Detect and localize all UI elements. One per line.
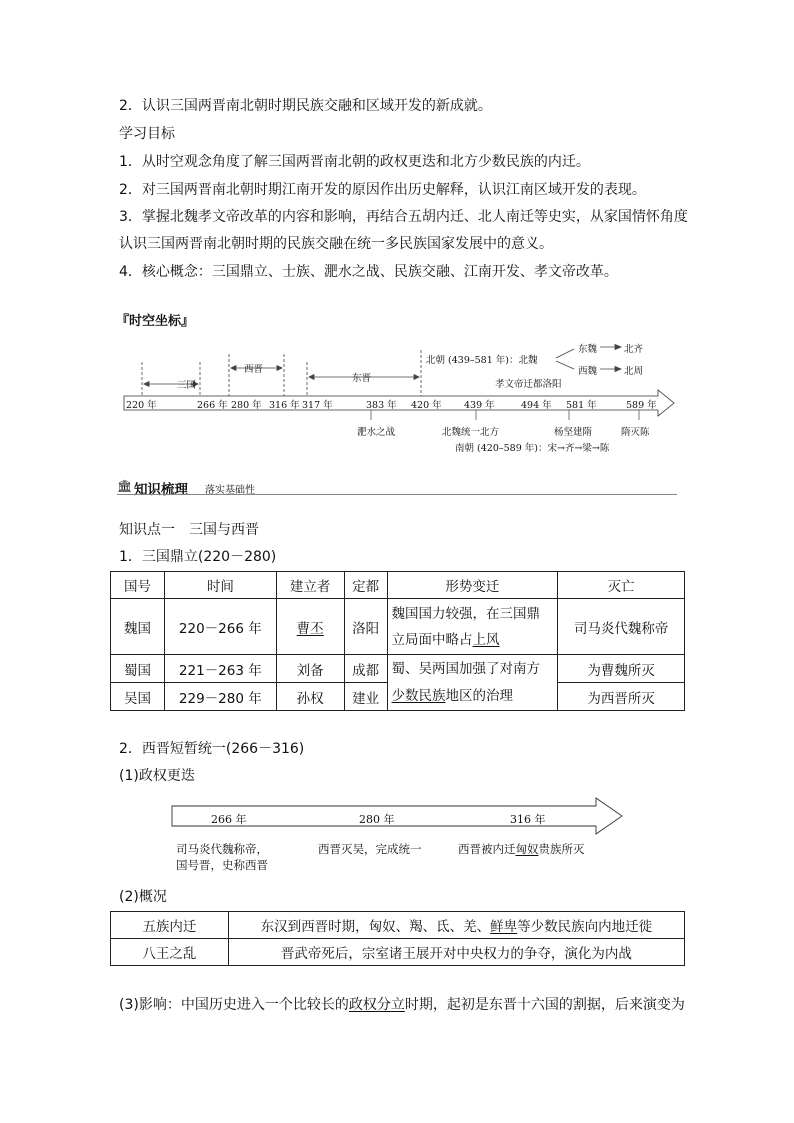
row-trend-shu-wu <box>387 655 558 711</box>
overview-table <box>110 911 685 966</box>
intro-item-2: 2．认识三国两晋南北朝时期民族交融和区域开发的新成就。 <box>119 98 492 114</box>
note3-text-b: 贵族所灭 <box>538 842 585 856</box>
year-383: 383 年 <box>366 400 397 411</box>
trend-wei-underlined: 上风 <box>472 631 500 648</box>
kp1-sub2-2: (2)概况 <box>119 889 167 905</box>
header-fall: 灭亡 <box>558 572 685 599</box>
goal-4: 4．核心概念：三国鼎立、士族、淝水之战、民族交融、江南开发、孝文帝改革。 <box>119 264 618 280</box>
row-capital: 成都 <box>344 655 387 683</box>
year-280: 280 年 <box>231 400 262 411</box>
building-icon: 🏛 <box>117 479 133 493</box>
row-label: 八王之乱 <box>111 939 229 966</box>
year-420: 420 年 <box>411 400 442 411</box>
section-subtitle: 落实基础性 <box>205 485 255 496</box>
row-name: 魏国 <box>111 599 165 655</box>
year-220: 220 年 <box>126 400 157 411</box>
arrow-year-280: 280 年 <box>359 813 395 826</box>
label-beizhou: 北周 <box>624 366 644 377</box>
year-317: 317 年 <box>302 400 333 411</box>
founder-caopi: 曹丕 <box>296 620 324 637</box>
label-beiwei-unify: 北魏统一北方 <box>442 427 500 438</box>
label-yangjian: 杨坚建隋 <box>554 427 593 438</box>
label-suimiechen: 隋灭陈 <box>621 427 650 438</box>
label-xiaowen: 孝文帝迁都洛阳 <box>495 379 562 390</box>
row-founder: 刘备 <box>276 655 344 683</box>
row-capital: 洛阳 <box>344 599 387 655</box>
section-header <box>117 478 677 496</box>
label-xijin: 西晋 <box>244 364 264 375</box>
year-316: 316 年 <box>269 400 300 411</box>
arrow-note-1b: 国号晋，史称西晋 <box>176 858 268 872</box>
label-feishui: 淝水之战 <box>357 427 396 438</box>
arrow-year-266: 266 年 <box>211 813 247 826</box>
learning-goals-title: 学习目标 <box>119 126 175 142</box>
row-name: 吴国 <box>111 683 165 711</box>
table-row <box>111 939 685 966</box>
trend-wei-text: 立局面中略占 <box>391 631 473 648</box>
row-fall: 司马炎代魏称帝 <box>558 599 685 655</box>
row-text: 晋武帝死后，宗室诸王展开对中央权力的争夺，演化为内战 <box>228 939 684 966</box>
note3-underlined: 匈奴 <box>515 842 539 856</box>
goal-1: 1．从时空观念角度了解三国两晋南北朝的政权更迭和北方少数民族的内迁。 <box>119 154 590 170</box>
label-dongwei: 东魏 <box>578 344 598 355</box>
table-header-row <box>111 572 685 599</box>
row-founder: 孙权 <box>276 683 344 711</box>
row-fall: 为西晋所灭 <box>558 683 685 711</box>
impact-underlined: 政权分立 <box>348 997 405 1013</box>
trend-wei-line1: 魏国国力较强，在三国鼎 <box>391 605 541 622</box>
goal-2: 2．对三国两晋南北朝时期江南开发的原因作出历史解释，认识江南区域开发的表现。 <box>119 182 646 198</box>
label-sanguo: 三国 <box>177 380 197 391</box>
arrow-year-316: 316 年 <box>510 813 546 826</box>
row-trend <box>387 599 558 655</box>
goal-3: 3．掌握北魏孝文帝改革的内容和影响，再结合五胡内迁、北人南迁等史实，从家国情怀角度 <box>119 209 688 225</box>
row-fall: 为曹魏所灭 <box>558 655 685 683</box>
header-founder: 建立者 <box>276 572 344 599</box>
year-581: 581 年 <box>566 400 597 411</box>
kp1-title: 知识点一 三国与西晋 <box>119 522 259 538</box>
row-text <box>228 912 684 939</box>
goal-3-cont: 认识三国两晋南北朝时期的民族交融在统一多民族国家发展中的意义。 <box>119 236 553 252</box>
note3-text-a: 西晋被内迁 <box>458 842 516 856</box>
header-capital: 定都 <box>344 572 387 599</box>
label-beichao: 北朝 (439–581 年)：北魏 <box>426 355 538 366</box>
text-b: 等少数民族向内地迁徙 <box>517 919 653 935</box>
arrow-note-2: 西晋灭吴，完成统一 <box>318 842 422 856</box>
trend-shuwu-line2 <box>392 683 554 710</box>
row-label: 五族内迁 <box>111 912 229 939</box>
arrow-note-3 <box>458 841 585 857</box>
header-time: 时间 <box>164 572 276 599</box>
table-row <box>111 912 685 939</box>
header-name: 国号 <box>111 572 165 599</box>
label-nanchao: 南朝 (420–589 年)：宋→齐→梁→陈 <box>455 443 610 454</box>
row-name: 蜀国 <box>111 655 165 683</box>
year-589: 589 年 <box>626 400 657 411</box>
three-kingdoms-table <box>110 571 685 711</box>
label-beiqi: 北齐 <box>624 344 644 355</box>
trend-shuwu-underlined: 少数民族 <box>391 687 446 704</box>
year-494: 494 年 <box>521 400 552 411</box>
section-title: 知识梳理 <box>134 482 188 498</box>
row-capital: 建业 <box>344 683 387 711</box>
trend-shuwu-line1: 蜀、吴两国加强了对南方 <box>391 660 541 677</box>
year-266: 266 年 <box>197 400 228 411</box>
row-time: 220－266 年 <box>164 599 276 655</box>
trend-shuwu-text: 地区的治理 <box>445 687 514 704</box>
text-underlined: 鲜卑 <box>490 919 518 935</box>
label-xiwei: 西魏 <box>578 366 598 377</box>
text-a: 东汉到西晋时期，匈奴、羯、氐、羌、 <box>260 919 491 935</box>
row-founder <box>276 599 344 655</box>
table-row <box>111 655 685 683</box>
kp1-sub1: 1．三国鼎立(220－280) <box>119 549 277 565</box>
kp1-sub2: 2．西晋短暂统一(266－316) <box>119 741 305 757</box>
kp1-sub2-3 <box>119 994 685 1014</box>
row-time: 229－280 年 <box>164 683 276 711</box>
trend-wei-line2 <box>392 627 554 653</box>
impact-text-b: 时期，起初是东晋十六国的割据，后来演变为 <box>404 997 685 1013</box>
arrow-note-1a: 司马炎代魏称帝， <box>176 842 268 856</box>
year-439: 439 年 <box>464 400 495 411</box>
row-time: 221－263 年 <box>164 655 276 683</box>
section-divider <box>117 494 677 495</box>
kp1-sub2-1: (1)政权更迭 <box>119 768 195 784</box>
timeline-heading: 『时空坐标』 <box>116 314 195 329</box>
impact-text-a: (3)影响：中国历史进入一个比较长的 <box>119 997 349 1013</box>
label-dongjin: 东晋 <box>352 373 372 384</box>
table-row <box>111 599 685 655</box>
header-trend: 形势变迁 <box>387 572 558 599</box>
